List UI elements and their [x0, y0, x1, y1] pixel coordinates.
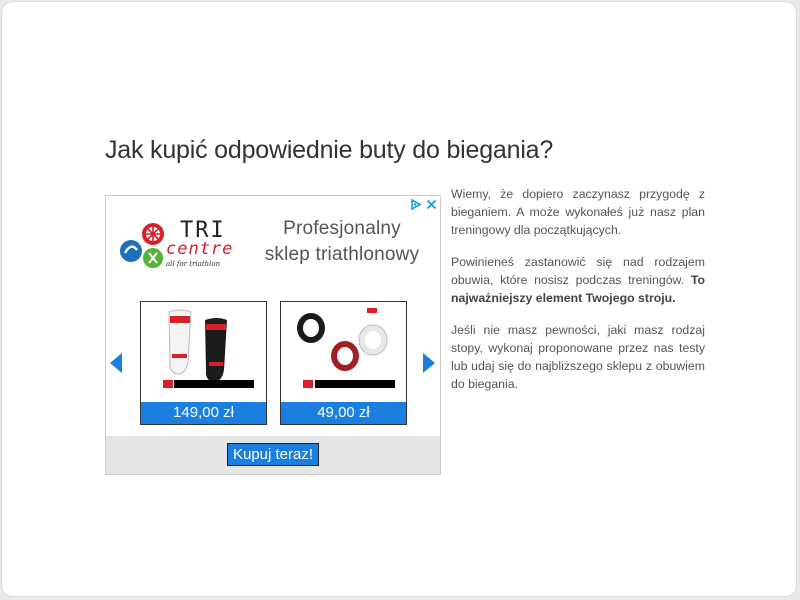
ad-footer: [106, 436, 440, 474]
product-image-arm-bands[interactable]: [281, 302, 406, 402]
slogan-line-2: sklep triathlonowy: [264, 244, 420, 265]
tri-centre-logo-icon: [120, 220, 164, 272]
paragraph-bold: To najważniejszy element Twojego stroju.: [451, 273, 705, 305]
slogan-line-1: Profesjonalny: [283, 218, 401, 239]
product-price: 49,00 zł: [281, 402, 406, 424]
page-title: Jak kupić odpowiednie buty do biegania?: [105, 136, 554, 164]
article-body: [451, 185, 705, 407]
adchoices-icon[interactable]: [409, 198, 422, 211]
logo-name-bottom: centre: [166, 239, 234, 259]
paragraph-text: Powinieneś zastanowić się nad rodzajem obuwia, które nosisz podczas treningów.: [451, 255, 705, 287]
product-card[interactable]: [140, 301, 267, 425]
product-image-calf-sleeves[interactable]: [141, 302, 266, 402]
paragraph: [451, 253, 705, 307]
paragraph: Wiemy, że dopiero zaczynasz przygodę z bieganiem. A może wykonałeś już nasz plan treningowy dla początkujących.: [451, 187, 705, 237]
ad-banner[interactable]: [105, 195, 441, 475]
product-card[interactable]: [280, 301, 407, 425]
ad-controls: [409, 198, 438, 211]
page-card: [1, 1, 797, 597]
logo-name-top: TRI: [180, 218, 226, 243]
product-price: 149,00 zł: [141, 402, 266, 424]
ad-slogan[interactable]: [254, 216, 430, 268]
buy-now-button[interactable]: Kupuj teraz!: [227, 443, 319, 466]
paragraph: Jeśli nie masz pewności, jaki masz rodzaj stopy, wykonaj proponowane przez nas testy lub udaj się do najbliższego sklepu z obuwiem do biegania.: [451, 323, 705, 391]
arrow-right-icon[interactable]: [422, 352, 436, 374]
logo-tagline: all for triathlon: [166, 260, 221, 268]
tri-centre-logo[interactable]: [120, 220, 250, 272]
close-icon[interactable]: [425, 198, 438, 211]
arrow-left-icon[interactable]: [109, 352, 123, 374]
